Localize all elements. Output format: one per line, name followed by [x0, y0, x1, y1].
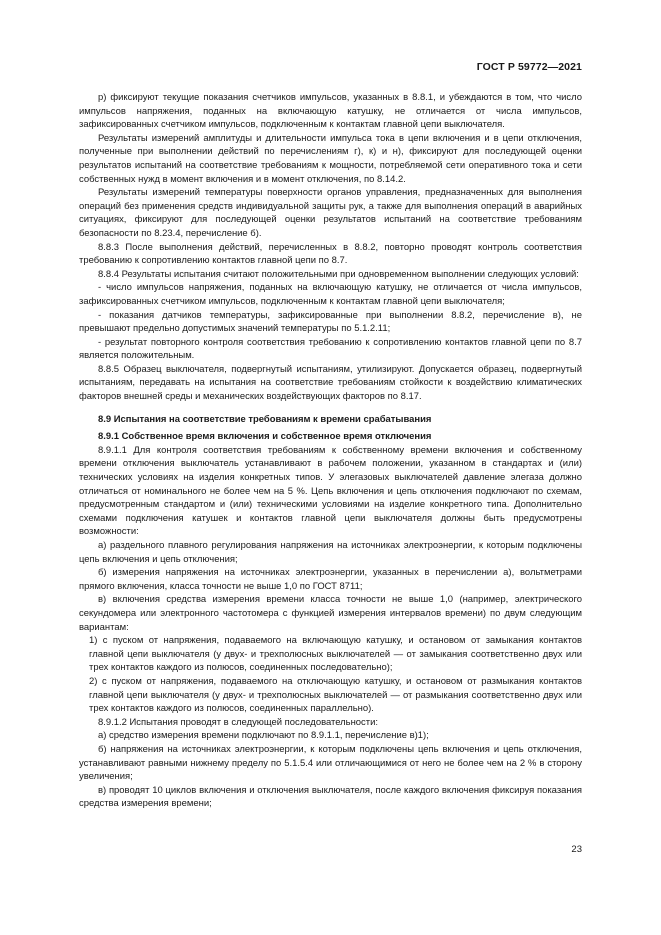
paragraph: - показания датчиков температуры, зафиксированные при выполнении 8.8.2, перечисление в), не превышают предельно допустимых значений температуры по 5.1.2.11; [79, 309, 582, 335]
sub-list-item: 1) с пуском от напряжения, подаваемого на включающую катушку, и остановом от замыкания контактов главной цепи выключателя (у двух- и трехполюсных выключателей — от замыкания соответственно двух или трех контактов каждого из полюсов, соединенных последовательно); [89, 635, 582, 674]
page-number: 23 [571, 844, 582, 855]
paragraph: - число импульсов напряжения, поданных на включающую катушку, не отличается от числа импульсов, зафиксированных счетчиком импульсов, подключенным к контактам главной цепи выключателя; [79, 282, 582, 307]
paragraph: 8.9.1.1 Для контроля соответствия требованиям к собственному времени включения и собственному времени отключения выключатель устанавливают в рабочем положении, указанном в стандартах и (или) технических условиях на изделия конкретных типов. У элегазовых выключателей давление элегаза должно отличаться от номинального не более чем на 5 %. Цепь включения и цепь отключения подключают по схемам, предусмотренным стандартом и (или) техническими условиями на изделие конкретного типа. Дополнительно схемами подключения катушек и контактов главной цепи выключателя должны быть предусмотрены возможности: [79, 444, 582, 538]
sub-list-item: 2) с пуском от напряжения, подаваемого на отключающую катушку, и остановом от размыкания контактов главной цепи выключателя (у двух- и трехполюсных выключателей — от размыкания соответственно двух или трех контактов каждого из полюсов, соединенных параллельно). [89, 675, 582, 715]
paragraph: 8.8.5 Образец выключателя, подвергнутый испытаниям, утилизируют. Допускается образец, подвергнутый испытаниям, передавать на испытания на соответствие требованиям стойкости к воздействию климатических факторов внешней среды и механических воздействующих факторов по 8.17. [79, 363, 582, 403]
paragraph: 8.8.4 Результаты испытания считают положительными при одновременном выполнении следующих условий: [98, 268, 579, 280]
section-heading: 8.9 Испытания на соответствие требованиям к времени срабатывания [98, 413, 432, 425]
paragraph: 8.9.1.2 Испытания проводят в следующей последовательности: [98, 716, 378, 728]
paragraph: а) раздельного плавного регулирования напряжения на источниках электроэнергии, к которым подключены цепь включения и цепь отключения; [79, 540, 582, 565]
paragraph: 8.8.3 После выполнения действий, перечисленных в 8.8.2, повторно проводят контроль соответствия требованию к сопротивлению контактов главной цепи по 8.7. [79, 241, 582, 267]
section-heading: 8.9.1 Собственное время включения и собственное время отключения [98, 431, 432, 443]
paragraph: а) средство измерения времени подключают по 8.9.1.1, перечисление в)1); [98, 730, 429, 742]
paragraph: р) фиксируют текущие показания счетчиков импульсов, указанных в 8.8.1, и убеждаются в том, что число импульсов напряжения, поданных на включающую катушку, не отличается от числа импульсов, зафиксированных счетчиком импульсов, подключенным к контактам главной цепи выключателя. [79, 92, 582, 131]
paragraph: в) проводят 10 циклов включения и отключения выключателя, после каждого включения фиксируя показания средства измерения времени; [79, 784, 582, 810]
paragraph: Результаты измерений температуры поверхности органов управления, предназначенных для выполнения операций без применения средств индивидуальной защиты рук, а также для выполнения операций в аварийных ситуациях, фиксируют для последующей оценки результатов испытаний на соответствие требованиям безопасности по 8.23.4, перечисление б). [79, 187, 582, 239]
paragraph: Результаты измерений амплитуды и длительности импульса тока в цепи включения и в цепи отключения, полученные при выполнении действий по перечислениям г), к) и н), фиксируют для последующей оценки результатов испытаний на соответствие требованиям к мощности, потребляемой сети оперативного тока и сети собственных нужд в момент включения и в момент отключения, по 8.14.2. [79, 132, 582, 185]
document-code-header: ГОСТ Р 59772—2021 [476, 61, 582, 73]
document-body [79, 91, 582, 811]
paragraph: в) включения средства измерения времени класса точности не выше 1,0 (например, электрического секундомера или электронного частотомера с функцией измерения интервалов времени) по двум следующим вариантам: [79, 594, 582, 633]
paragraph: б) напряжения на источниках электроэнергии, к которым подключены цепь включения и цепь отключения, устанавливают равными нижнему пределу по 5.1.5.4 или отличающимися от него не более чем на 2 % в сторону увеличения; [79, 743, 582, 783]
paragraph: - результат повторного контроля соответствия требованию к сопротивлению контактов главной цепи по 8.7 является положительным. [79, 336, 582, 362]
paragraph: б) измерения напряжения на источниках электроэнергии, указанных в перечислении а), вольтметрами прямого включения, класса точности не выше 1,0 по ГОСТ 8711; [79, 567, 582, 592]
